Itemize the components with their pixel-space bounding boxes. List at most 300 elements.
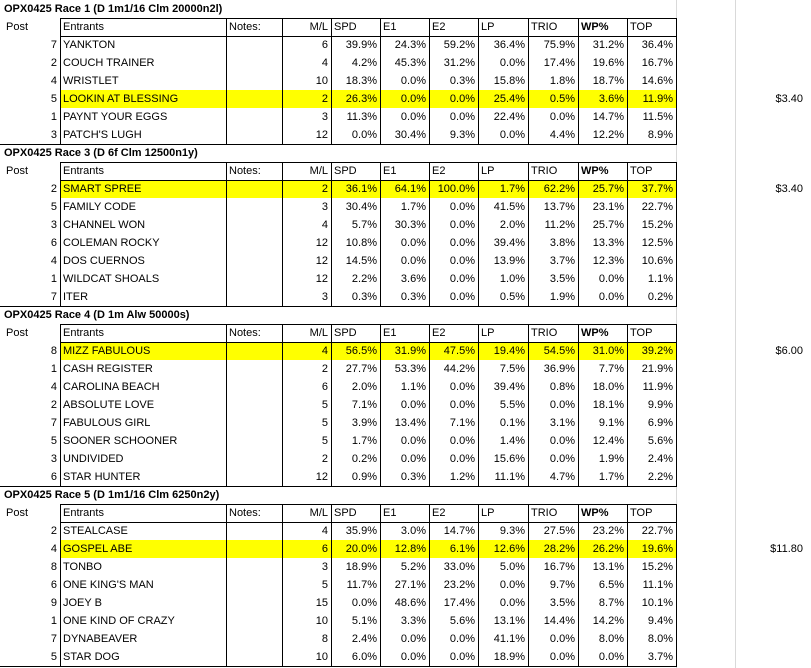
table-cell[interactable]: 15 xyxy=(315,597,328,609)
table-cell[interactable]: 2.0% xyxy=(499,219,525,231)
table-cell[interactable]: 5 xyxy=(321,399,328,411)
table-cell[interactable]: 2.2% xyxy=(647,471,673,483)
table-cell[interactable]: 3 xyxy=(321,201,328,213)
entrant-name[interactable]: FABULOUS GIRL xyxy=(63,417,151,429)
table-cell[interactable]: 3.9% xyxy=(351,417,377,429)
table-cell[interactable] xyxy=(226,612,282,630)
table-cell[interactable]: 11.1% xyxy=(494,471,525,483)
table-cell[interactable]: 8.0% xyxy=(598,633,624,645)
entrant-name[interactable]: DOS CUERNOS xyxy=(63,255,145,267)
table-cell[interactable]: 7.1% xyxy=(351,399,377,411)
table-cell[interactable]: 5 xyxy=(50,93,57,105)
column-header[interactable]: E2 xyxy=(432,21,446,33)
table-cell[interactable]: 48.6% xyxy=(394,597,426,609)
table-cell[interactable]: 7.7% xyxy=(598,363,624,375)
table-cell[interactable]: 0.5% xyxy=(499,291,525,303)
table-cell[interactable]: 5 xyxy=(50,651,57,663)
column-header[interactable]: WP% xyxy=(581,21,609,33)
table-cell[interactable]: 5.6% xyxy=(449,615,475,627)
table-cell[interactable]: 1 xyxy=(50,111,57,123)
table-cell[interactable]: 1 xyxy=(50,363,57,375)
column-header[interactable]: SPD xyxy=(334,507,357,519)
table-cell[interactable]: 6.9% xyxy=(647,417,673,429)
table-cell[interactable]: 2 xyxy=(282,90,331,108)
table-cell[interactable]: 5 xyxy=(321,579,328,591)
table-cell[interactable]: 36.1% xyxy=(331,180,380,198)
table-cell[interactable]: 0.0% xyxy=(598,651,624,663)
table-cell[interactable]: 26.2% xyxy=(578,540,627,558)
table-cell[interactable]: 13.1% xyxy=(592,561,624,573)
table-cell[interactable]: 11.5% xyxy=(642,111,673,123)
entrant-name[interactable]: PATCH'S LUGH xyxy=(63,129,142,141)
table-cell[interactable]: 2 xyxy=(321,363,328,375)
table-cell[interactable]: 0.0% xyxy=(400,453,426,465)
table-cell[interactable]: 1.7% xyxy=(400,201,426,213)
table-cell[interactable]: 0.0% xyxy=(449,399,475,411)
table-cell[interactable]: 11.2% xyxy=(544,219,575,231)
entrant-name[interactable]: WRISTLET xyxy=(63,75,119,87)
table-cell[interactable]: 35.9% xyxy=(345,525,377,537)
table-cell[interactable]: 14.5% xyxy=(345,255,377,267)
column-header[interactable]: E1 xyxy=(383,165,397,177)
table-cell[interactable]: 3.6% xyxy=(578,90,627,108)
table-cell[interactable]: 7.1% xyxy=(449,417,475,429)
table-cell[interactable]: 4 xyxy=(282,342,331,360)
entrant-name[interactable]: STAR HUNTER xyxy=(63,471,141,483)
table-cell[interactable]: 3 xyxy=(321,561,328,573)
table-cell[interactable]: 7 xyxy=(50,417,57,429)
column-header[interactable]: Post xyxy=(6,507,29,519)
table-cell[interactable] xyxy=(226,378,282,396)
table-cell[interactable]: 0.0% xyxy=(598,291,624,303)
table-cell[interactable]: 17.4% xyxy=(543,57,575,69)
table-cell[interactable]: 30.3% xyxy=(394,219,426,231)
table-cell[interactable]: 2 xyxy=(282,180,331,198)
table-cell[interactable]: 0.0% xyxy=(549,111,575,123)
table-cell[interactable]: 1.9% xyxy=(598,453,624,465)
table-cell[interactable] xyxy=(226,108,282,126)
payout-value[interactable]: $3.40 xyxy=(775,183,803,195)
table-cell[interactable]: 3 xyxy=(50,219,57,231)
table-cell[interactable] xyxy=(226,360,282,378)
table-cell[interactable]: 0.0% xyxy=(549,651,575,663)
table-cell[interactable]: 75.9% xyxy=(543,39,575,51)
table-cell[interactable]: 23.2% xyxy=(443,579,475,591)
table-cell[interactable]: 2 xyxy=(50,399,57,411)
table-cell[interactable]: 3.0% xyxy=(400,525,426,537)
table-cell[interactable]: 5 xyxy=(50,201,57,213)
table-cell[interactable]: 10 xyxy=(315,615,328,627)
table-cell[interactable]: 4.7% xyxy=(549,471,575,483)
table-cell[interactable]: 0.0% xyxy=(400,111,426,123)
table-cell[interactable]: 25.7% xyxy=(578,180,627,198)
table-cell[interactable]: 0.0% xyxy=(449,435,475,447)
table-cell[interactable]: 3.8% xyxy=(549,237,575,249)
table-cell[interactable] xyxy=(226,72,282,90)
table-cell[interactable]: 2.2% xyxy=(351,273,377,285)
column-header[interactable]: Entrants xyxy=(63,507,104,519)
entrant-name[interactable]: WILDCAT SHOALS xyxy=(63,273,160,285)
table-cell[interactable]: 5.7% xyxy=(351,219,377,231)
column-header[interactable]: TOP xyxy=(630,507,653,519)
table-cell[interactable]: 6.5% xyxy=(598,579,624,591)
table-cell[interactable]: 18.9% xyxy=(493,651,525,663)
column-header[interactable]: Post xyxy=(6,327,29,339)
table-cell[interactable]: 15.8% xyxy=(493,75,525,87)
table-cell[interactable] xyxy=(226,54,282,72)
table-cell[interactable]: 3.3% xyxy=(400,615,426,627)
table-cell[interactable]: 39.4% xyxy=(493,237,525,249)
table-cell[interactable]: 3 xyxy=(50,453,57,465)
entrant-name[interactable]: YANKTON xyxy=(63,39,116,51)
table-cell[interactable]: 12 xyxy=(315,237,328,249)
table-cell[interactable]: 41.5% xyxy=(493,201,525,213)
table-cell[interactable]: 3.5% xyxy=(549,597,575,609)
table-cell[interactable] xyxy=(226,558,282,576)
table-cell[interactable]: 8.0% xyxy=(647,633,673,645)
table-cell[interactable]: 33.0% xyxy=(443,561,475,573)
column-header[interactable]: LP xyxy=(481,327,495,339)
table-cell[interactable]: 14.7% xyxy=(443,525,475,537)
table-cell[interactable]: 0.0% xyxy=(449,255,475,267)
table-cell[interactable]: 0.0% xyxy=(549,435,575,447)
table-cell[interactable]: 0.0% xyxy=(499,597,525,609)
entrant-name[interactable]: ONE KIND OF CRAZY xyxy=(63,615,175,627)
entrant-name[interactable]: COUCH TRAINER xyxy=(63,57,155,69)
table-cell[interactable]: 7 xyxy=(50,633,57,645)
table-cell[interactable]: 1.7% xyxy=(598,471,624,483)
table-cell[interactable]: 14.2% xyxy=(592,615,624,627)
table-cell[interactable]: 6 xyxy=(50,237,57,249)
entrant-name[interactable]: MIZZ FABULOUS xyxy=(60,342,226,360)
table-cell[interactable]: 28.2% xyxy=(528,540,578,558)
table-cell[interactable]: 0.0% xyxy=(499,579,525,591)
table-cell[interactable] xyxy=(226,414,282,432)
table-cell[interactable]: 1 xyxy=(50,273,57,285)
table-cell[interactable]: 23.2% xyxy=(592,525,624,537)
table-cell[interactable]: 1.1% xyxy=(647,273,673,285)
race-title[interactable]: OPX0425 Race 5 (D 1m1/16 Clm 6250n2y) xyxy=(4,489,220,501)
table-cell[interactable]: 0.0% xyxy=(449,651,475,663)
entrant-name[interactable]: FAMILY CODE xyxy=(63,201,136,213)
table-cell[interactable]: 9.4% xyxy=(647,615,673,627)
table-cell[interactable]: 27.1% xyxy=(394,579,426,591)
table-cell[interactable] xyxy=(226,180,282,198)
table-cell[interactable]: 4 xyxy=(321,57,328,69)
race-title[interactable]: OPX0425 Race 3 (D 6f Clm 12500n1y) xyxy=(4,147,198,159)
table-cell[interactable]: 11.9% xyxy=(642,381,673,393)
table-cell[interactable]: 5.0% xyxy=(499,561,525,573)
table-cell[interactable]: 9.7% xyxy=(549,579,575,591)
column-header[interactable]: LP xyxy=(481,165,495,177)
table-cell[interactable]: 0.0% xyxy=(449,381,475,393)
table-cell[interactable] xyxy=(226,432,282,450)
table-cell[interactable]: 25.4% xyxy=(478,90,528,108)
table-cell[interactable]: 45.3% xyxy=(394,57,426,69)
table-cell[interactable] xyxy=(226,234,282,252)
table-cell[interactable]: 0.0% xyxy=(549,633,575,645)
table-cell[interactable]: 13.7% xyxy=(543,201,575,213)
table-cell[interactable]: 44.2% xyxy=(443,363,475,375)
table-cell[interactable]: 31.9% xyxy=(380,342,429,360)
column-header[interactable]: TOP xyxy=(630,327,653,339)
table-cell[interactable]: 16.7% xyxy=(641,57,673,69)
table-cell[interactable]: 4 xyxy=(50,75,57,87)
table-cell[interactable]: 9 xyxy=(50,597,57,609)
table-cell[interactable]: 10.8% xyxy=(345,237,377,249)
table-cell[interactable]: 59.2% xyxy=(443,39,475,51)
column-header[interactable]: LP xyxy=(481,507,495,519)
table-cell[interactable]: 22.7% xyxy=(641,201,673,213)
table-cell[interactable]: 18.0% xyxy=(592,381,624,393)
column-header[interactable]: TRIO xyxy=(531,165,558,177)
table-cell[interactable]: 8 xyxy=(321,633,328,645)
table-cell[interactable]: 1.9% xyxy=(549,291,575,303)
column-header[interactable]: Post xyxy=(6,165,29,177)
table-cell[interactable]: 11.1% xyxy=(642,579,673,591)
table-cell[interactable] xyxy=(226,270,282,288)
column-header[interactable]: SPD xyxy=(334,165,357,177)
table-cell[interactable]: 0.0% xyxy=(449,219,475,231)
table-cell[interactable] xyxy=(226,522,282,540)
column-header[interactable]: Entrants xyxy=(63,21,104,33)
column-header[interactable]: SPD xyxy=(334,21,357,33)
column-header[interactable]: TRIO xyxy=(531,327,558,339)
table-cell[interactable]: 4 xyxy=(50,543,57,555)
table-cell[interactable]: 6 xyxy=(50,471,57,483)
table-cell[interactable]: 7 xyxy=(50,39,57,51)
table-cell[interactable]: 18.7% xyxy=(592,75,624,87)
table-cell[interactable]: 30.4% xyxy=(345,201,377,213)
table-cell[interactable]: 0.0% xyxy=(449,273,475,285)
table-cell[interactable]: 1.1% xyxy=(400,381,426,393)
column-header[interactable]: TRIO xyxy=(531,507,558,519)
table-cell[interactable]: 0.0% xyxy=(549,399,575,411)
table-cell[interactable]: 13.9% xyxy=(493,255,525,267)
column-header[interactable]: Entrants xyxy=(63,327,104,339)
table-cell[interactable]: 19.6% xyxy=(592,57,624,69)
table-cell[interactable] xyxy=(226,36,282,54)
table-cell[interactable] xyxy=(226,540,282,558)
table-cell[interactable]: 0.0% xyxy=(351,129,377,141)
entrant-name[interactable]: STAR DOG xyxy=(63,651,120,663)
table-cell[interactable]: 12.4% xyxy=(592,435,624,447)
table-cell[interactable] xyxy=(226,468,282,486)
table-cell[interactable]: 14.6% xyxy=(641,75,673,87)
table-cell[interactable]: 17.4% xyxy=(443,597,475,609)
table-cell[interactable]: 2 xyxy=(321,453,328,465)
table-cell[interactable]: 11.7% xyxy=(346,579,377,591)
table-cell[interactable]: 2.0% xyxy=(351,381,377,393)
table-cell[interactable]: 4 xyxy=(50,381,57,393)
column-header[interactable]: E2 xyxy=(432,165,446,177)
table-cell[interactable]: 12.6% xyxy=(478,540,528,558)
table-cell[interactable]: 3 xyxy=(321,291,328,303)
column-header[interactable]: SPD xyxy=(334,327,357,339)
table-cell[interactable]: 13.4% xyxy=(394,417,426,429)
table-cell[interactable]: 0.0% xyxy=(429,90,478,108)
table-cell[interactable]: 37.7% xyxy=(627,180,676,198)
entrant-name[interactable]: SMART SPREE xyxy=(60,180,226,198)
table-cell[interactable]: 23.1% xyxy=(592,201,624,213)
column-header[interactable]: Notes: xyxy=(229,165,261,177)
table-cell[interactable]: 12.3% xyxy=(592,255,624,267)
table-cell[interactable]: 0.8% xyxy=(549,381,575,393)
column-header[interactable]: LP xyxy=(481,21,495,33)
table-cell[interactable]: 12 xyxy=(315,255,328,267)
table-cell[interactable]: 100.0% xyxy=(429,180,478,198)
table-cell[interactable]: 7.5% xyxy=(499,363,525,375)
entrant-name[interactable]: DYNABEAVER xyxy=(63,633,138,645)
table-cell[interactable]: 36.4% xyxy=(493,39,525,51)
table-cell[interactable]: 4 xyxy=(321,219,328,231)
payout-value[interactable]: $11.80 xyxy=(770,543,803,555)
table-cell[interactable]: 18.9% xyxy=(345,561,377,573)
table-cell[interactable]: 10 xyxy=(315,75,328,87)
table-cell[interactable] xyxy=(226,252,282,270)
column-header[interactable]: M/L xyxy=(309,327,328,339)
column-header[interactable]: M/L xyxy=(309,165,328,177)
column-header[interactable]: Entrants xyxy=(63,165,104,177)
column-header[interactable]: E2 xyxy=(432,327,446,339)
table-cell[interactable]: 5 xyxy=(321,435,328,447)
table-cell[interactable]: 14.7% xyxy=(592,111,624,123)
table-cell[interactable]: 0.0% xyxy=(499,129,525,141)
table-cell[interactable]: 13.3% xyxy=(592,237,624,249)
entrant-name[interactable]: LOOKIN AT BLESSING xyxy=(60,90,226,108)
table-cell[interactable]: 12.5% xyxy=(641,237,673,249)
column-header[interactable]: WP% xyxy=(581,507,609,519)
column-header[interactable]: E2 xyxy=(432,507,446,519)
entrant-name[interactable]: JOEY B xyxy=(63,597,102,609)
table-cell[interactable] xyxy=(226,342,282,360)
table-cell[interactable]: 31.0% xyxy=(578,342,627,360)
payout-value[interactable]: $6.00 xyxy=(775,345,803,357)
table-cell[interactable]: 9.1% xyxy=(598,417,624,429)
table-cell[interactable]: 0.0% xyxy=(449,111,475,123)
payout-value[interactable]: $3.40 xyxy=(775,93,803,105)
table-cell[interactable]: 2 xyxy=(50,525,57,537)
table-cell[interactable]: 31.2% xyxy=(592,39,624,51)
table-cell[interactable]: 56.5% xyxy=(331,342,380,360)
table-cell[interactable]: 0.3% xyxy=(400,291,426,303)
table-cell[interactable] xyxy=(226,594,282,612)
table-cell[interactable]: 0.0% xyxy=(449,201,475,213)
table-cell[interactable]: 12 xyxy=(315,471,328,483)
entrant-name[interactable]: CASH REGISTER xyxy=(63,363,153,375)
column-header[interactable]: TOP xyxy=(630,165,653,177)
table-cell[interactable]: 53.3% xyxy=(394,363,426,375)
table-cell[interactable]: 3.6% xyxy=(400,273,426,285)
table-cell[interactable]: 8.7% xyxy=(598,597,624,609)
table-cell[interactable]: 20.0% xyxy=(331,540,380,558)
table-cell[interactable]: 26.3% xyxy=(331,90,380,108)
table-cell[interactable]: 4 xyxy=(321,525,328,537)
table-cell[interactable]: 0.0% xyxy=(449,291,475,303)
table-cell[interactable] xyxy=(226,126,282,144)
table-cell[interactable]: 18.3% xyxy=(345,75,377,87)
table-cell[interactable]: 0.0% xyxy=(400,633,426,645)
table-cell[interactable]: 7 xyxy=(50,291,57,303)
table-cell[interactable]: 11.3% xyxy=(346,111,377,123)
table-cell[interactable]: 1.8% xyxy=(549,75,575,87)
entrant-name[interactable]: CAROLINA BEACH xyxy=(63,381,160,393)
column-header[interactable]: M/L xyxy=(309,507,328,519)
column-header[interactable]: Notes: xyxy=(229,21,261,33)
table-cell[interactable]: 5.1% xyxy=(351,615,377,627)
column-header[interactable]: Notes: xyxy=(229,507,261,519)
table-cell[interactable]: 39.9% xyxy=(345,39,377,51)
entrant-name[interactable]: CHANNEL WON xyxy=(63,219,146,231)
table-cell[interactable]: 3 xyxy=(50,129,57,141)
table-cell[interactable]: 18.1% xyxy=(592,399,624,411)
table-cell[interactable]: 47.5% xyxy=(429,342,478,360)
table-cell[interactable]: 15.6% xyxy=(493,453,525,465)
table-cell[interactable]: 6 xyxy=(321,39,328,51)
table-cell[interactable]: 64.1% xyxy=(380,180,429,198)
table-cell[interactable]: 2.4% xyxy=(647,453,673,465)
table-cell[interactable]: 8 xyxy=(50,561,57,573)
column-header[interactable]: E1 xyxy=(383,21,397,33)
entrant-name[interactable]: PAYNT YOUR EGGS xyxy=(63,111,168,123)
column-header[interactable]: E1 xyxy=(383,327,397,339)
table-cell[interactable]: 9.3% xyxy=(449,129,475,141)
table-cell[interactable]: 11.9% xyxy=(627,90,676,108)
table-cell[interactable]: 3.1% xyxy=(549,417,575,429)
table-cell[interactable] xyxy=(226,198,282,216)
entrant-name[interactable]: STEALCASE xyxy=(63,525,128,537)
table-cell[interactable]: 21.9% xyxy=(641,363,673,375)
table-cell[interactable]: 0.0% xyxy=(380,90,429,108)
entrant-name[interactable]: TONBO xyxy=(63,561,102,573)
table-cell[interactable]: 6 xyxy=(282,540,331,558)
table-cell[interactable]: 5 xyxy=(321,417,328,429)
table-cell[interactable]: 6 xyxy=(50,579,57,591)
table-cell[interactable]: 0.0% xyxy=(400,75,426,87)
table-cell[interactable]: 4.4% xyxy=(549,129,575,141)
table-cell[interactable] xyxy=(226,396,282,414)
table-cell[interactable]: 8.9% xyxy=(647,129,673,141)
entrant-name[interactable]: ABSOLUTE LOVE xyxy=(63,399,155,411)
entrant-name[interactable]: SOONER SCHOONER xyxy=(63,435,178,447)
table-cell[interactable]: 12.8% xyxy=(380,540,429,558)
table-cell[interactable]: 0.0% xyxy=(598,273,624,285)
table-cell[interactable]: 1.2% xyxy=(449,471,475,483)
table-cell[interactable]: 0.0% xyxy=(400,651,426,663)
column-header[interactable]: TOP xyxy=(630,21,653,33)
table-cell[interactable]: 14.4% xyxy=(543,615,575,627)
table-cell[interactable]: 1.4% xyxy=(499,435,525,447)
table-cell[interactable]: 0.9% xyxy=(351,471,377,483)
table-cell[interactable]: 9.3% xyxy=(499,525,525,537)
table-cell[interactable]: 15.2% xyxy=(641,219,673,231)
table-cell[interactable] xyxy=(226,630,282,648)
table-cell[interactable] xyxy=(226,648,282,666)
entrant-name[interactable]: GOSPEL ABE xyxy=(60,540,226,558)
table-cell[interactable]: 24.3% xyxy=(394,39,426,51)
table-cell[interactable]: 62.2% xyxy=(528,180,578,198)
table-cell[interactable]: 0.2% xyxy=(351,453,377,465)
table-cell[interactable]: 2.4% xyxy=(351,633,377,645)
table-cell[interactable]: 39.2% xyxy=(627,342,676,360)
race-title[interactable]: OPX0425 Race 1 (D 1m1/16 Clm 20000n2l) xyxy=(4,3,223,15)
table-cell[interactable]: 2 xyxy=(50,57,57,69)
table-cell[interactable]: 5.5% xyxy=(499,399,525,411)
table-cell[interactable]: 5 xyxy=(50,435,57,447)
table-cell[interactable]: 12.2% xyxy=(592,129,624,141)
table-cell[interactable]: 0.5% xyxy=(528,90,578,108)
table-cell[interactable] xyxy=(226,288,282,306)
